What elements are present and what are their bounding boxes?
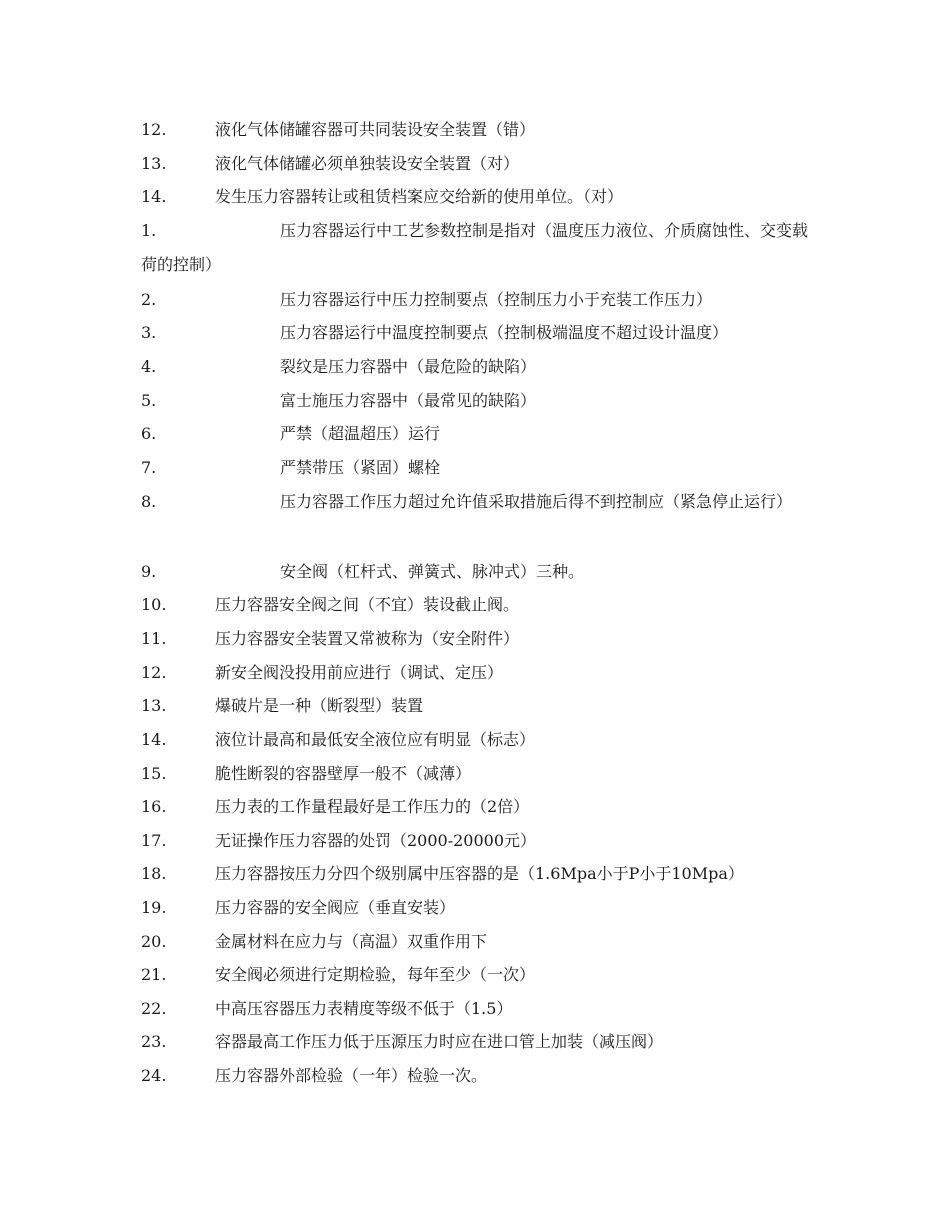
item-text: 压力容器运行中温度控制要点（控制极端温度不超过设计温度）	[280, 323, 729, 342]
list-item	[141, 384, 821, 418]
item-number: 3.	[141, 323, 157, 342]
item-number: 9.	[141, 562, 157, 581]
list-item	[141, 1059, 821, 1093]
item-number: 5.	[141, 391, 157, 410]
item-text: 中高压容器压力表精度等级不低于（1.5）	[215, 999, 513, 1018]
list-item	[141, 689, 821, 723]
item-number: 15.	[141, 764, 167, 783]
list-item	[141, 588, 821, 622]
item-number: 19.	[141, 898, 167, 917]
item-number: 1.	[141, 221, 157, 240]
item-text: 安全阀必须进行定期检验，每年至少（一次）	[215, 965, 536, 984]
item-number: 12.	[141, 120, 167, 139]
list-item	[141, 316, 821, 350]
list-item	[141, 656, 821, 690]
item-text: 液化气体储罐必须单独装设安全装置（对）	[215, 154, 520, 173]
item-text: 压力容器运行中压力控制要点（控制压力小于充装工作压力）	[280, 290, 713, 309]
item-text: 严禁（超温超压）运行	[280, 424, 441, 443]
item-number: 2.	[141, 290, 157, 309]
item-number: 11.	[141, 629, 167, 648]
item-text: 裂纹是压力容器中（最危险的缺陷）	[280, 357, 537, 376]
item-number: 18.	[141, 864, 167, 883]
list-item	[141, 757, 821, 791]
list-item	[141, 350, 821, 384]
list-item	[141, 824, 821, 858]
list-item	[141, 790, 821, 824]
list-item	[141, 113, 821, 147]
list-item	[141, 891, 821, 925]
item-text: 压力容器运行中工艺参数控制是指对（温度压力液位、介质腐蚀性、交变载荷的控制）	[141, 221, 809, 274]
item-number: 13.	[141, 154, 167, 173]
list-item	[141, 180, 821, 214]
list-item	[141, 417, 821, 451]
list-item	[141, 925, 821, 959]
item-text: 金属材料在应力与（高温）双重作用下	[215, 932, 488, 951]
item-number: 6.	[141, 424, 157, 443]
list-item	[141, 555, 821, 589]
item-text: 安全阀（杠杆式、弹簧式、脉冲式）三种。	[280, 562, 585, 581]
item-text: 压力容器安全阀之间（不宜）装设截止阀。	[215, 595, 520, 614]
item-number: 21.	[141, 965, 167, 984]
item-number: 10.	[141, 595, 167, 614]
item-number: 23.	[141, 1032, 167, 1051]
item-text: 压力容器外部检验（一年）检验一次。	[215, 1066, 488, 1085]
list-item	[141, 485, 821, 519]
item-text: 压力容器的安全阀应（垂直安装）	[215, 898, 456, 917]
item-number: 12.	[141, 663, 167, 682]
item-text: 压力容器工作压力超过允许值采取措施后得不到控制应（紧急停止运行）	[280, 492, 793, 511]
item-text: 容器最高工作压力低于压源压力时应在进口管上加装（减压阀）	[215, 1032, 664, 1051]
list-item	[141, 723, 821, 757]
item-number: 20.	[141, 932, 167, 951]
item-number: 8.	[141, 492, 157, 511]
item-number: 14.	[141, 187, 167, 206]
item-text: 无证操作压力容器的处罚（2000-20000元）	[215, 831, 537, 850]
list-item	[141, 214, 821, 281]
item-number: 14.	[141, 730, 167, 749]
item-number: 4.	[141, 357, 157, 376]
list-item	[141, 958, 821, 992]
item-text: 脆性断裂的容器壁厚一般不（减薄）	[215, 764, 472, 783]
item-text: 液位计最高和最低安全液位应有明显（标志）	[215, 730, 536, 749]
item-text: 压力容器按压力分四个级别属中压容器的是（1.6Mpa小于P小于10Mpa）	[215, 864, 744, 883]
item-text: 新安全阀没投用前应进行（调试、定压）	[215, 663, 504, 682]
list-item	[141, 992, 821, 1026]
list-item	[141, 622, 821, 656]
item-number: 17.	[141, 831, 167, 850]
item-number: 24.	[141, 1066, 167, 1085]
list-item	[141, 1025, 821, 1059]
item-number: 16.	[141, 797, 167, 816]
item-text: 富士施压力容器中（最常见的缺陷）	[280, 391, 537, 410]
item-number: 7.	[141, 458, 157, 477]
item-number: 22.	[141, 999, 167, 1018]
item-text: 压力容器安全装置又常被称为（安全附件）	[215, 629, 520, 648]
item-text: 压力表的工作量程最好是工作压力的（2倍）	[215, 797, 530, 816]
item-text: 严禁带压（紧固）螺栓	[280, 458, 441, 477]
list-item	[141, 283, 821, 317]
item-text: 发生压力容器转让或租赁档案应交给新的使用单位。（对）	[215, 187, 624, 206]
list-item	[141, 857, 821, 891]
item-text: 爆破片是一种（断裂型）装置	[215, 696, 424, 715]
list-item	[141, 451, 821, 485]
item-text: 液化气体储罐容器可共同装设安全装置（错）	[215, 120, 536, 139]
list-item	[141, 147, 821, 181]
item-number: 13.	[141, 696, 167, 715]
